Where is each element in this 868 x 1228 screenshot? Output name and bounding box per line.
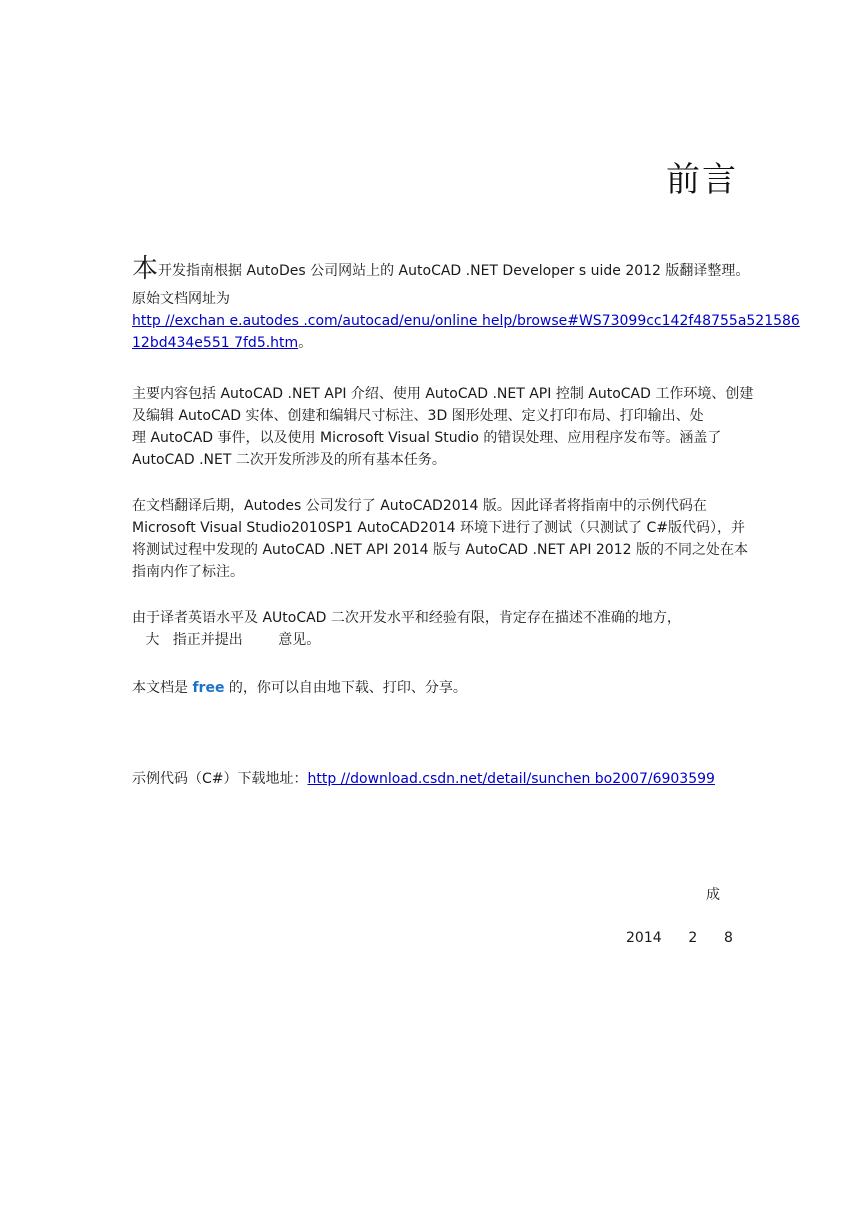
source-url-link[interactable]: http //exchan e.autodes .com/autocad/enu/online help/browse#WS73099cc142f48755a521586 [132,313,800,329]
free-line [132,677,742,699]
translation-line: 在文档翻译后期，Autodes 公司发行了 AutoCAD2014 版。因此译者将指南中的示例代码在 [132,498,707,514]
intro-line-1 [132,254,750,284]
free-word: free [192,680,225,696]
source-url-link-continued[interactable]: 12bd434e551 7fd5.htm [132,335,299,351]
translation-line: 将测试过程中发现的 AutoCAD .NET API 2014 版与 AutoCAD .NET API 2012 版的不同之处在本 [132,542,748,558]
disclaimer-line: 由于译者英语水平及 AUtoCAD 二次开发水平和经验有限，肯定存在描述不准确的地方， [132,610,681,626]
source-url-line-2 [132,332,742,354]
translation-line: 指南内作了标注。 [132,564,244,580]
page-title: 前言 [666,160,738,200]
free-prefix: 本文档是 [132,680,193,696]
free-suffix: 的，你可以自由地下载、打印、分享。 [224,680,467,696]
download-line [132,768,742,790]
translation-line: Microsoft Visual Studio2010SP1 AutoCAD2014 环境下进行了测试（只测试了 C#版代码），并 [132,520,745,536]
source-url-line-1 [132,310,800,332]
content-line: 理 AutoCAD 事件，以及使用 Microsoft Visual Studio 的错误处理、应用程序发布等。涵盖了 [132,430,722,446]
content-line: 主要内容包括 AutoCAD .NET API 介绍、使用 AutoCAD .NET API 控制 AutoCAD 工作环境、创建 [132,386,754,402]
source-label: 原始文档网址为 [132,291,230,307]
content-line: AutoCAD .NET 二次开发所涉及的所有基本任务。 [132,452,446,468]
content-paragraph [132,383,754,471]
free-paragraph [132,677,742,699]
download-label: 示例代码（C#）下载地址： [132,771,308,787]
disclaimer-paragraph [132,607,742,651]
content-line: 及编辑 AutoCAD 实体、创建和编辑尺寸标注、3D 图形处理、定义打印布局、打印输出、处 [132,408,704,424]
intro-text: 开发指南根据 AutoDes 公司网站上的 AutoCAD .NET Developer s uide 2012 版翻译整理。 [158,263,750,279]
dropcap: 本 [132,254,159,284]
signature-name: 成 [706,887,720,903]
disclaimer-line: 大 指正并提出 意见。 [132,632,321,648]
url-suffix: 。 [298,335,313,351]
intro-paragraph [132,254,800,354]
signature-date: 2014 2 8 [626,930,733,946]
download-url-link[interactable]: http //download.csdn.net/detail/sunchen bo2007/6903599 [307,771,715,787]
translation-paragraph [132,495,748,583]
download-paragraph [132,768,742,790]
